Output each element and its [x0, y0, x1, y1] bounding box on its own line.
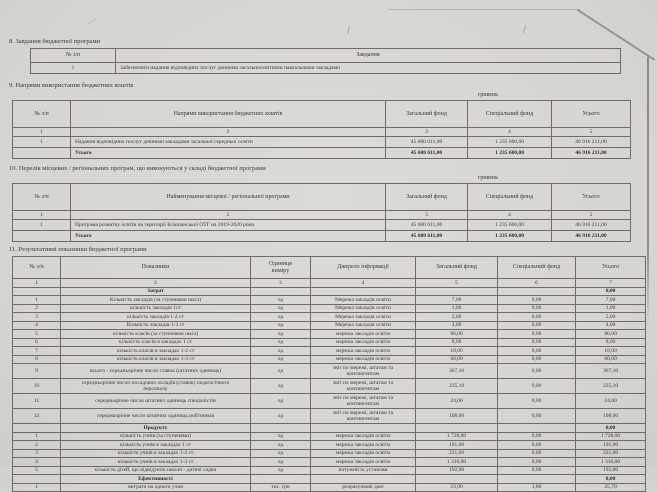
- table-cell: кількість дітей, що відвідують школи - дитячі садки: [61, 466, 251, 475]
- table-row: [13, 137, 631, 148]
- table-row: [13, 432, 646, 441]
- table-cell: кількість класів в закладах 1 ст: [61, 338, 251, 347]
- table-cell: звіт по мережі, штатам та контингентам: [311, 394, 416, 409]
- table-cell: 2: [13, 304, 61, 313]
- table-row: [13, 409, 646, 424]
- table-cell: 221,00: [576, 449, 646, 458]
- table-cell: [311, 287, 416, 296]
- currency-note: гривень: [477, 175, 498, 181]
- table-cell: 0,00: [498, 441, 576, 450]
- table-cell: звіт по мережі, штатам та контингентам: [311, 364, 416, 379]
- table-cell: 60,00: [576, 355, 646, 364]
- column-header: Усього: [552, 101, 631, 128]
- table-cell: [13, 148, 71, 159]
- table-cell: кількість класів в закладах 1-2 ст: [61, 347, 251, 356]
- table-cell: од: [251, 441, 311, 450]
- table-cell: кількість класів (за ступенями шкіл): [61, 330, 251, 339]
- table-cell: 192,00: [576, 466, 646, 475]
- table-cell: 1 728,00: [576, 432, 646, 441]
- section-11-title: 11. Результативні показники бюджетної програми: [9, 246, 147, 253]
- table-cell: 3: [13, 449, 61, 458]
- table-cell: 46 916 211,00: [552, 220, 631, 231]
- column-header: Одиниця виміру: [251, 257, 311, 279]
- table-cell: 2: [13, 441, 61, 450]
- column-header: Найменування місцевої / регіональної програми: [71, 184, 386, 211]
- table-cell: кількість учнів (за ступенями): [61, 432, 251, 441]
- table-cell: [416, 475, 498, 484]
- table-cell: 45 680 611,00: [386, 148, 468, 159]
- table-cell: Мережа закладів освіти: [311, 313, 416, 322]
- table-cell: 5: [13, 330, 61, 339]
- table-row: [13, 394, 646, 409]
- header-row: [13, 257, 646, 279]
- column-header: № з/п: [13, 184, 71, 211]
- table-row: [13, 220, 631, 231]
- column-header: Загальний фонд: [386, 184, 468, 211]
- total-row: [13, 148, 631, 159]
- performance-indicators-table: [12, 256, 646, 492]
- table-cell: 2: [71, 128, 386, 137]
- table-cell: кількість закладів 1ст: [61, 304, 251, 313]
- table-cell: [13, 231, 71, 242]
- table-cell: од: [251, 347, 311, 356]
- table-cell: 2: [61, 279, 251, 288]
- table-cell: 45 680 611,00: [386, 220, 468, 231]
- table-cell: Мережа закладів освіти: [311, 296, 416, 305]
- table-row: [13, 347, 646, 356]
- currency-note: гривень: [477, 92, 498, 98]
- table-cell: 8,00: [576, 338, 646, 347]
- table-cell: 18,00: [416, 347, 498, 356]
- table-cell: 6: [498, 279, 576, 288]
- table-cell: 23,90: [416, 483, 498, 492]
- table-cell: 45 680 611,00: [386, 137, 468, 148]
- column-number-row: [13, 279, 646, 288]
- table-cell: Затрат: [61, 287, 251, 296]
- table-cell: 0,00: [498, 458, 576, 467]
- table-cell: од: [251, 313, 311, 322]
- table-row: [13, 379, 646, 394]
- header-row: [31, 49, 621, 63]
- table-cell: 1 235 600,00: [468, 148, 552, 159]
- table-cell: 6: [13, 338, 61, 347]
- table-cell: 7,00: [416, 296, 498, 305]
- table-cell: 367,10: [416, 364, 498, 379]
- table-cell: Кількість закладів 1-3 ст: [61, 321, 251, 330]
- scan-speck: [88, 18, 97, 25]
- table-cell: 7: [13, 347, 61, 356]
- table-cell: кількість учнів в закладах 1-2 ст: [61, 449, 251, 458]
- table-cell: 0,00: [576, 424, 646, 433]
- column-header: Усього: [552, 184, 631, 211]
- table-cell: [251, 475, 311, 484]
- table-cell: 4: [13, 321, 61, 330]
- table-row: [13, 364, 646, 379]
- table-cell: 0,00: [498, 347, 576, 356]
- table-row: [31, 63, 621, 74]
- table-cell: Продукту: [61, 424, 251, 433]
- table-cell: мережа закладів освіти: [311, 441, 416, 450]
- table-cell: од: [251, 394, 311, 409]
- table-cell: 191,00: [416, 441, 498, 450]
- table-cell: 5: [552, 211, 631, 220]
- table-cell: 1,80: [498, 483, 576, 492]
- table-cell: 2: [71, 211, 386, 220]
- column-header: Спеціальний фонд: [498, 257, 576, 279]
- column-header: Спеціальний фонд: [468, 101, 552, 128]
- table-cell: 0,00: [498, 432, 576, 441]
- table-row: [13, 321, 646, 330]
- table-cell: [251, 287, 311, 296]
- table-cell: Забезпечити надання відповідних послуг денними загальноосвітніми навчальними закладами: [116, 63, 621, 74]
- column-header: Напрями використання бюджетних коштів: [71, 101, 386, 128]
- table-cell: 2,00: [576, 313, 646, 322]
- table-cell: 1 235 600,00: [468, 231, 552, 242]
- table-cell: 0,00: [498, 313, 576, 322]
- table-cell: 367,10: [576, 364, 646, 379]
- total-row: [13, 231, 631, 242]
- column-header: Завдання: [116, 49, 621, 63]
- table-cell: 9: [13, 364, 61, 379]
- table-cell: 1: [31, 63, 116, 74]
- table-cell: 24,00: [416, 394, 498, 409]
- table-cell: 86,00: [576, 330, 646, 339]
- table-cell: 3: [386, 128, 468, 137]
- table-cell: 60,00: [416, 355, 498, 364]
- table-cell: середньорічне число штатних одиниць спеціалістів: [61, 394, 251, 409]
- table-cell: середньорічне число штатних одиниць робітників: [61, 409, 251, 424]
- table-cell: Усього: [71, 148, 386, 159]
- table-cell: потужність установи: [311, 466, 416, 475]
- table-cell: од: [251, 409, 311, 424]
- table-cell: 1 316,00: [416, 458, 498, 467]
- table-cell: 4: [13, 458, 61, 467]
- table-row: [13, 441, 646, 450]
- table-cell: 4: [311, 279, 416, 288]
- table-cell: 10: [13, 379, 61, 394]
- table-cell: 108,00: [576, 409, 646, 424]
- table-cell: 1: [13, 211, 71, 220]
- table-cell: 1: [13, 220, 71, 231]
- table-cell: звіт по мережі, штатам та контингентам: [311, 409, 416, 424]
- table-cell: Мережа закладів освіти: [311, 321, 416, 330]
- table-cell: [13, 475, 61, 484]
- table-cell: 192,00: [416, 466, 498, 475]
- table-row: [13, 449, 646, 458]
- table-cell: 5: [552, 128, 631, 137]
- table-cell: 1 235 600,00: [468, 137, 552, 148]
- table-cell: всього - середньорічне число ставок (штатних одиниць): [61, 364, 251, 379]
- table-cell: звіт по мережі, штатам та контингентам: [311, 379, 416, 394]
- table-cell: 0,00: [498, 304, 576, 313]
- scan-speck: [347, 26, 350, 34]
- table-cell: од: [251, 330, 311, 339]
- table-cell: 1: [13, 483, 61, 492]
- group-row: [13, 424, 646, 433]
- table-cell: 221,00: [416, 449, 498, 458]
- table-cell: 46 916 211,00: [552, 231, 631, 242]
- table-cell: [311, 424, 416, 433]
- table-cell: 0,00: [498, 449, 576, 458]
- column-number-row: [13, 211, 631, 220]
- table-cell: 235,10: [416, 379, 498, 394]
- table-row: [13, 483, 646, 492]
- tasks-table: [30, 48, 621, 74]
- table-cell: 5: [13, 466, 61, 475]
- column-header: Загальний фонд: [386, 101, 468, 128]
- table-cell: 4,00: [416, 321, 498, 330]
- table-cell: 24,00: [576, 394, 646, 409]
- table-cell: [311, 475, 416, 484]
- table-cell: 108,00: [416, 409, 498, 424]
- table-cell: [416, 287, 498, 296]
- table-cell: 2,00: [416, 313, 498, 322]
- table-row: [13, 355, 646, 364]
- section-9-title: 9. Напрями використання бюджетних коштів: [9, 82, 134, 89]
- table-cell: од: [251, 304, 311, 313]
- table-cell: 235,10: [576, 379, 646, 394]
- table-cell: мережа закладів освіти: [311, 449, 416, 458]
- table-cell: 11: [13, 394, 61, 409]
- table-cell: 5: [416, 279, 498, 288]
- table-cell: кількість учнів в закладах 1 ст: [61, 441, 251, 450]
- table-cell: кількість учнів в закладах 1-3 ст: [61, 458, 251, 467]
- table-cell: 0,00: [576, 475, 646, 484]
- table-cell: 8: [13, 355, 61, 364]
- table-cell: 25,70: [576, 483, 646, 492]
- table-cell: 0,00: [498, 394, 576, 409]
- table-row: [13, 304, 646, 313]
- section-8-title: 8. Завдання бюджетної програми: [9, 38, 101, 45]
- table-cell: 1 728,00: [416, 432, 498, 441]
- scan-page-top-edge: [388, 9, 580, 10]
- table-cell: Усього: [71, 231, 386, 242]
- table-cell: 46 916 211,00: [552, 148, 631, 159]
- table-cell: 1: [13, 432, 61, 441]
- table-cell: 7: [576, 279, 646, 288]
- table-cell: Кількість закладів (за ступенями шкіл): [61, 296, 251, 305]
- table-cell: од: [251, 364, 311, 379]
- table-cell: 46 916 211,00: [552, 137, 631, 148]
- table-cell: 8,00: [416, 338, 498, 347]
- table-cell: 3: [251, 279, 311, 288]
- table-cell: [498, 475, 576, 484]
- table-cell: Ефективності: [61, 475, 251, 484]
- column-header: Загальний фонд: [416, 257, 498, 279]
- table-cell: од: [251, 449, 311, 458]
- table-cell: од: [251, 321, 311, 330]
- table-cell: од: [251, 466, 311, 475]
- section-10-title: 10. Перелік місцевих / регіональних програм, що виконуються у складі бюджетної програми: [9, 165, 266, 172]
- table-cell: 1: [13, 128, 71, 137]
- table-row: [13, 296, 646, 305]
- table-row: [13, 330, 646, 339]
- table-cell: мережа закладів освіти: [311, 338, 416, 347]
- table-cell: 4,00: [576, 321, 646, 330]
- table-cell: 4: [468, 128, 552, 137]
- table-cell: 0,00: [498, 379, 576, 394]
- table-cell: 18,00: [576, 347, 646, 356]
- table-cell: 1 316,00: [576, 458, 646, 467]
- table-cell: Надання відповідних послуг денними закладами загальної середньої освіти: [71, 137, 386, 148]
- table-cell: 3: [13, 313, 61, 322]
- table-cell: витрати на одного учня: [61, 483, 251, 492]
- table-cell: 1,00: [576, 304, 646, 313]
- table-cell: мережа закладів освіти: [311, 347, 416, 356]
- table-cell: 12: [13, 409, 61, 424]
- table-row: [13, 458, 646, 467]
- document-content: [0, 38, 657, 492]
- table-cell: 0,00: [576, 287, 646, 296]
- table-cell: мережа закладів освіти: [311, 432, 416, 441]
- table-cell: 7,00: [576, 296, 646, 305]
- table-cell: середньорічне число посадових окладів (ставок) педагогічного персоналу: [61, 379, 251, 394]
- column-header: Усього: [576, 257, 646, 279]
- group-row: [13, 287, 646, 296]
- table-cell: 0,00: [498, 330, 576, 339]
- table-cell: [251, 424, 311, 433]
- table-cell: 1,00: [416, 304, 498, 313]
- table-cell: 191,00: [576, 441, 646, 450]
- column-header: Спеціальний фонд: [468, 184, 552, 211]
- table-cell: 1: [13, 137, 71, 148]
- column-header: Показники: [61, 257, 251, 279]
- table-cell: мережа закладів освіти: [311, 355, 416, 364]
- column-header: Джерело інформації: [311, 257, 416, 279]
- regional-programs-table: [12, 183, 631, 242]
- table-cell: од: [251, 458, 311, 467]
- table-cell: кількість закладів 1-2 ст: [61, 313, 251, 322]
- table-cell: 0,00: [498, 355, 576, 364]
- table-cell: 1: [13, 279, 61, 288]
- column-number-row: [13, 128, 631, 137]
- column-header: № з/п: [13, 257, 61, 279]
- table-cell: 0,00: [498, 338, 576, 347]
- table-row: [13, 466, 646, 475]
- column-header: № з/п: [31, 49, 116, 63]
- table-cell: од: [251, 338, 311, 347]
- table-row: [13, 313, 646, 322]
- group-row: [13, 475, 646, 484]
- column-header: № з/п: [13, 101, 71, 128]
- table-cell: Програма розвитку освіти на території Клишанської ОТГ на 2019-2020 роки: [71, 220, 386, 231]
- table-cell: 45 680 611,00: [386, 231, 468, 242]
- table-cell: 0,00: [498, 409, 576, 424]
- header-row: [13, 184, 631, 211]
- table-cell: мережа закладів освіти: [311, 330, 416, 339]
- table-cell: [416, 424, 498, 433]
- table-cell: 0,00: [498, 296, 576, 305]
- table-cell: тис. грн: [251, 483, 311, 492]
- table-cell: [498, 287, 576, 296]
- table-row: [13, 338, 646, 347]
- table-cell: [13, 424, 61, 433]
- table-cell: 0,00: [498, 364, 576, 379]
- budget-directions-table: [12, 100, 631, 159]
- table-cell: 3: [386, 211, 468, 220]
- table-cell: [498, 424, 576, 433]
- table-cell: од: [251, 432, 311, 441]
- table-cell: од: [251, 355, 311, 364]
- table-cell: од: [251, 379, 311, 394]
- scan-speck: [523, 25, 526, 33]
- table-cell: мережа закладів освіти: [311, 458, 416, 467]
- table-cell: Мережа закладів освіти: [311, 304, 416, 313]
- table-cell: 1: [13, 296, 61, 305]
- header-row: [13, 101, 631, 128]
- table-cell: розрахункові дані: [311, 483, 416, 492]
- table-cell: 1 235 600,00: [468, 220, 552, 231]
- table-cell: кількість класів в закладах 1-3 ст: [61, 355, 251, 364]
- table-cell: 0,00: [498, 466, 576, 475]
- table-cell: од: [251, 296, 311, 305]
- table-cell: 4: [468, 211, 552, 220]
- table-cell: 86,00: [416, 330, 498, 339]
- table-cell: [13, 287, 61, 296]
- table-cell: 0,00: [498, 321, 576, 330]
